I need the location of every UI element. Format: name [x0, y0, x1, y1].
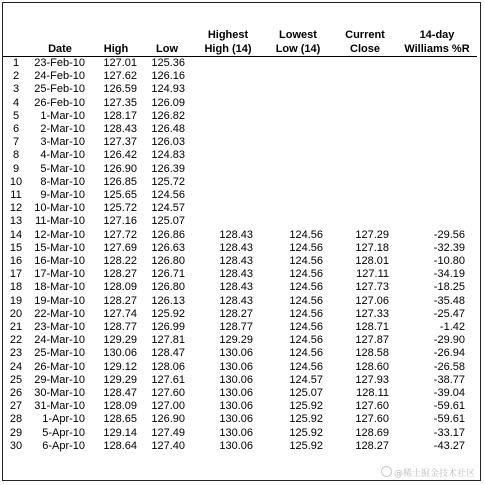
- cell-lowest-low: 125.92: [289, 426, 323, 439]
- table-row: [3, 440, 477, 453]
- cell-lowest-low: 124.56: [289, 281, 323, 294]
- cell-williams-r: -34.19: [433, 268, 465, 281]
- cell-williams-r: -38.77: [433, 373, 465, 386]
- cell-current-close: [333, 176, 397, 189]
- cell-index: 18: [9, 281, 23, 294]
- header-index: [3, 26, 29, 56]
- cell-date: 22-Mar-10: [34, 307, 85, 320]
- header-current-close-line1: Current: [345, 29, 385, 41]
- cell-highest-high: 130.06: [219, 413, 253, 426]
- cell-high: 127.62: [103, 70, 137, 83]
- cell-date: 29-Mar-10: [34, 373, 85, 386]
- cell-lowest-low: [263, 189, 333, 202]
- watermark-text: @稀土掘金技术社区: [393, 469, 475, 479]
- cell-index: 21: [9, 321, 23, 334]
- cell-current-close: 127.18: [355, 241, 389, 254]
- header-current-close: [333, 26, 397, 56]
- cell-lowest-low: 124.56: [289, 347, 323, 360]
- cell-lowest-low: 124.56: [289, 255, 323, 268]
- cell-highest-high: [193, 70, 263, 83]
- cell-highest-high: [193, 57, 263, 71]
- cell-index: 20: [9, 307, 23, 320]
- cell-date: 25-Feb-10: [34, 83, 85, 96]
- cell-lowest-low: 125.92: [289, 400, 323, 413]
- cell-high: 126.42: [103, 149, 137, 162]
- cell-low: 124.56: [151, 189, 185, 202]
- table-row: [3, 347, 477, 360]
- cell-date: 2-Mar-10: [40, 123, 85, 136]
- cell-date: 16-Mar-10: [34, 255, 85, 268]
- table-body: [3, 57, 477, 454]
- cell-index: 8: [12, 149, 20, 162]
- cell-current-close: 128.71: [355, 321, 389, 334]
- cell-highest-high: 130.06: [219, 426, 253, 439]
- cell-high: 130.06: [103, 347, 137, 360]
- table-row: [3, 281, 477, 294]
- header-williams-r-line1: 14-day: [419, 29, 455, 41]
- cell-current-close: 127.33: [355, 307, 389, 320]
- cell-lowest-low: 125.07: [289, 387, 323, 400]
- cell-lowest-low: 124.56: [289, 268, 323, 281]
- cell-low: 124.93: [151, 83, 185, 96]
- cell-date: 15-Mar-10: [34, 241, 85, 254]
- table-row: [3, 202, 477, 215]
- cell-index: 19: [9, 294, 23, 307]
- cell-date: 6-Apr-10: [42, 439, 85, 452]
- cell-highest-high: [193, 123, 263, 136]
- cell-williams-r: [397, 97, 477, 110]
- cell-date: 26-Feb-10: [34, 96, 85, 109]
- cell-williams-r: [397, 202, 477, 215]
- cell-highest-high: [193, 136, 263, 149]
- table-row: [3, 163, 477, 176]
- cell-highest-high: 130.06: [219, 439, 253, 452]
- cell-williams-r: [397, 163, 477, 176]
- cell-date: 17-Mar-10: [34, 268, 85, 281]
- cell-current-close: 127.73: [355, 281, 389, 294]
- cell-low: 126.03: [151, 136, 185, 149]
- cell-current-close: 128.58: [355, 347, 389, 360]
- cell-current-close: [333, 83, 397, 96]
- table-row: [3, 176, 477, 189]
- cell-low: 127.00: [151, 400, 185, 413]
- watermark-logo-icon: [381, 466, 392, 477]
- table-row: [3, 229, 477, 242]
- cell-highest-high: 128.43: [219, 228, 253, 241]
- cell-high: 128.22: [103, 255, 137, 268]
- cell-high: 127.74: [103, 307, 137, 320]
- cell-low: 126.80: [151, 255, 185, 268]
- cell-low: 126.09: [151, 96, 185, 109]
- cell-date: 1-Apr-10: [42, 413, 85, 426]
- cell-high: 129.14: [103, 426, 137, 439]
- cell-williams-r: -26.58: [433, 360, 465, 373]
- table-row: [3, 123, 477, 136]
- header-date: Date: [48, 43, 72, 55]
- table-row: [3, 57, 477, 71]
- cell-williams-r: [397, 123, 477, 136]
- cell-high: 127.37: [103, 136, 137, 149]
- cell-current-close: 128.11: [356, 387, 389, 400]
- cell-current-close: 128.27: [355, 439, 389, 452]
- cell-date: 11-Mar-10: [35, 215, 85, 228]
- cell-date: 12-Mar-10: [34, 228, 85, 241]
- cell-highest-high: 130.06: [219, 347, 253, 360]
- cell-low: 127.61: [151, 373, 185, 386]
- cell-index: 27: [9, 400, 23, 413]
- cell-current-close: 127.29: [355, 228, 389, 241]
- cell-index: 17: [9, 268, 23, 281]
- cell-date: 25-Mar-10: [34, 347, 85, 360]
- cell-current-close: 128.69: [355, 426, 389, 439]
- cell-high: 128.65: [103, 413, 137, 426]
- cell-index: 26: [9, 387, 23, 400]
- cell-index: 12: [9, 202, 23, 215]
- cell-high: 127.16: [103, 215, 137, 228]
- cell-highest-high: [193, 110, 263, 123]
- header-highest-high-line2: High (14): [204, 43, 252, 55]
- cell-date: 1-Mar-10: [40, 109, 85, 122]
- cell-low: 127.81: [151, 334, 185, 347]
- cell-williams-r: [397, 110, 477, 123]
- cell-highest-high: 130.06: [219, 387, 253, 400]
- cell-highest-high: [193, 83, 263, 96]
- table-row: [3, 308, 477, 321]
- cell-low: 126.80: [151, 281, 185, 294]
- table-row: [3, 149, 477, 162]
- cell-highest-high: [193, 215, 263, 228]
- cell-index: 25: [9, 373, 23, 386]
- header-lowest-low: [263, 26, 333, 56]
- cell-current-close: [333, 149, 397, 162]
- cell-lowest-low: 124.56: [289, 228, 323, 241]
- table-header-row: [3, 26, 477, 56]
- cell-highest-high: [193, 163, 263, 176]
- cell-low: 127.40: [151, 439, 185, 452]
- cell-low: 124.57: [151, 202, 185, 215]
- cell-current-close: 127.87: [355, 334, 389, 347]
- cell-high: 128.77: [103, 321, 137, 334]
- cell-index: 30: [9, 439, 23, 452]
- cell-highest-high: [193, 149, 263, 162]
- cell-index: 24: [9, 360, 23, 373]
- table-row: [3, 361, 477, 374]
- cell-index: 1: [12, 57, 20, 69]
- cell-date: 10-Mar-10: [34, 202, 85, 215]
- cell-index: 29: [9, 426, 23, 439]
- header-williams-r: [397, 26, 477, 56]
- header-low: Low: [156, 43, 178, 55]
- cell-highest-high: [193, 189, 263, 202]
- header-highest-high: [193, 26, 263, 56]
- header-current-close-line2: Close: [350, 43, 380, 55]
- cell-high: 128.09: [103, 281, 137, 294]
- cell-current-close: [333, 163, 397, 176]
- cell-index: 6: [12, 123, 20, 136]
- cell-lowest-low: [263, 215, 333, 228]
- table-row: [3, 189, 477, 202]
- cell-highest-high: 128.43: [219, 241, 253, 254]
- cell-index: 5: [12, 109, 20, 122]
- cell-low: 127.49: [151, 426, 185, 439]
- cell-date: 18-Mar-10: [34, 281, 85, 294]
- cell-high: 129.29: [103, 373, 137, 386]
- cell-highest-high: [193, 202, 263, 215]
- cell-date: 8-Mar-10: [40, 175, 85, 188]
- cell-highest-high: 128.43: [219, 294, 253, 307]
- cell-current-close: 127.06: [355, 294, 389, 307]
- cell-williams-r: -29.56: [433, 228, 465, 241]
- cell-index: 4: [12, 96, 20, 109]
- cell-current-close: 127.11: [356, 268, 389, 281]
- cell-highest-high: 128.43: [219, 281, 253, 294]
- cell-high: 128.64: [103, 439, 137, 452]
- header-highest-high-line1: Highest: [207, 29, 249, 41]
- cell-low: 127.60: [151, 387, 185, 400]
- watermark: [381, 466, 475, 479]
- cell-current-close: 127.60: [355, 413, 389, 426]
- table-row: [3, 413, 477, 426]
- cell-current-close: [333, 123, 397, 136]
- cell-index: 10: [9, 175, 23, 188]
- cell-date: 30-Mar-10: [34, 387, 85, 400]
- table-row: [3, 70, 477, 83]
- cell-date: 24-Mar-10: [34, 334, 85, 347]
- cell-williams-r: [397, 215, 477, 228]
- table-row: [3, 242, 477, 255]
- cell-date: 4-Mar-10: [40, 149, 85, 162]
- cell-low: 125.36: [151, 57, 185, 69]
- cell-lowest-low: 124.56: [289, 321, 323, 334]
- cell-williams-r: -1.42: [439, 321, 465, 334]
- cell-lowest-low: 125.92: [289, 413, 323, 426]
- cell-lowest-low: 124.56: [289, 241, 323, 254]
- cell-current-close: [333, 136, 397, 149]
- cell-high: 125.65: [103, 189, 137, 202]
- cell-williams-r: -26.94: [433, 347, 465, 360]
- table-row: [3, 215, 477, 228]
- cell-current-close: [333, 70, 397, 83]
- cell-low: 126.48: [151, 123, 185, 136]
- cell-williams-r: -59.61: [433, 413, 465, 426]
- williams-r-table: [3, 26, 477, 453]
- cell-highest-high: [193, 176, 263, 189]
- cell-highest-high: [193, 97, 263, 110]
- cell-index: 7: [12, 136, 20, 149]
- cell-low: 126.63: [151, 241, 185, 254]
- cell-current-close: 128.01: [355, 255, 389, 268]
- cell-date: 26-Mar-10: [34, 360, 85, 373]
- cell-current-close: 128.60: [355, 360, 389, 373]
- cell-highest-high: 128.43: [219, 268, 253, 281]
- cell-lowest-low: 124.57: [289, 373, 323, 386]
- cell-current-close: [333, 110, 397, 123]
- header-lowest-low-line2: Low (14): [275, 43, 321, 55]
- cell-lowest-low: [263, 149, 333, 162]
- cell-low: 128.47: [151, 347, 185, 360]
- cell-high: 129.29: [103, 334, 137, 347]
- table-row: [3, 110, 477, 123]
- cell-high: 128.27: [103, 294, 137, 307]
- table-row: [3, 136, 477, 149]
- cell-williams-r: -10.80: [433, 255, 465, 268]
- cell-highest-high: 130.06: [219, 400, 253, 413]
- cell-low: 126.16: [151, 70, 185, 83]
- cell-high: 128.27: [103, 268, 137, 281]
- cell-index: 13: [9, 215, 23, 228]
- cell-low: 125.72: [151, 175, 185, 188]
- table-row: [3, 255, 477, 268]
- cell-low: 126.71: [151, 268, 185, 281]
- cell-low: 126.86: [151, 228, 185, 241]
- cell-lowest-low: 125.92: [289, 439, 323, 452]
- cell-date: 5-Apr-10: [42, 426, 85, 439]
- cell-low: 125.92: [151, 307, 185, 320]
- cell-highest-high: 128.43: [219, 255, 253, 268]
- cell-date: 9-Mar-10: [40, 189, 85, 202]
- cell-high: 125.72: [103, 202, 137, 215]
- cell-williams-r: [397, 57, 477, 71]
- table-row: [3, 321, 477, 334]
- cell-low: 126.13: [151, 294, 185, 307]
- cell-current-close: [333, 202, 397, 215]
- cell-highest-high: 128.77: [219, 321, 253, 334]
- cell-current-close: 127.93: [355, 373, 389, 386]
- cell-date: 5-Mar-10: [40, 162, 85, 175]
- cell-highest-high: 130.06: [219, 360, 253, 373]
- cell-current-close: [333, 57, 397, 71]
- cell-lowest-low: [263, 176, 333, 189]
- cell-high: 128.09: [103, 400, 137, 413]
- cell-williams-r: [397, 176, 477, 189]
- cell-williams-r: [397, 70, 477, 83]
- cell-lowest-low: 124.56: [289, 294, 323, 307]
- table-row: [3, 334, 477, 347]
- table-row: [3, 83, 477, 96]
- cell-williams-r: -43.27: [433, 439, 465, 452]
- cell-lowest-low: [263, 123, 333, 136]
- cell-williams-r: -29.90: [433, 334, 465, 347]
- cell-low: 126.39: [151, 162, 185, 175]
- cell-highest-high: 130.06: [219, 373, 253, 386]
- cell-williams-r: -32.39: [433, 241, 465, 254]
- cell-high: 128.17: [103, 109, 137, 122]
- cell-current-close: 127.60: [355, 400, 389, 413]
- cell-current-close: [333, 97, 397, 110]
- cell-date: 19-Mar-10: [34, 294, 85, 307]
- cell-highest-high: 129.29: [219, 334, 253, 347]
- cell-williams-r: -18.25: [433, 281, 465, 294]
- cell-williams-r: -35.48: [433, 294, 465, 307]
- cell-lowest-low: 124.56: [289, 360, 323, 373]
- cell-index: 15: [9, 241, 23, 254]
- cell-index: 3: [12, 83, 20, 96]
- table-row: [3, 295, 477, 308]
- cell-current-close: [333, 189, 397, 202]
- table-row: [3, 427, 477, 440]
- cell-lowest-low: [263, 97, 333, 110]
- header-williams-r-line2: Williams %R: [404, 43, 470, 55]
- cell-date: 24-Feb-10: [34, 70, 85, 83]
- cell-lowest-low: [263, 57, 333, 71]
- cell-high: 126.59: [103, 83, 137, 96]
- cell-low: 128.06: [151, 360, 185, 373]
- table-row: [3, 387, 477, 400]
- header-high: High: [103, 43, 129, 55]
- table-row: [3, 97, 477, 110]
- cell-low: 125.07: [151, 215, 185, 228]
- cell-williams-r: -33.17: [433, 426, 465, 439]
- cell-high: 128.43: [103, 123, 137, 136]
- cell-index: 14: [9, 228, 23, 241]
- cell-lowest-low: [263, 70, 333, 83]
- cell-low: 126.90: [151, 413, 185, 426]
- cell-high: 127.72: [103, 228, 137, 241]
- cell-lowest-low: [263, 110, 333, 123]
- cell-williams-r: [397, 136, 477, 149]
- cell-index: 2: [12, 70, 20, 83]
- cell-date: 23-Mar-10: [34, 321, 85, 334]
- cell-high: 127.35: [103, 96, 137, 109]
- cell-index: 28: [9, 413, 23, 426]
- cell-index: 9: [12, 162, 20, 175]
- cell-highest-high: 128.27: [219, 307, 253, 320]
- cell-lowest-low: 124.56: [289, 307, 323, 320]
- cell-date: 23-Feb-10: [34, 57, 85, 69]
- cell-low: 124.83: [151, 149, 185, 162]
- cell-williams-r: [397, 149, 477, 162]
- cell-lowest-low: [263, 136, 333, 149]
- cell-index: 11: [10, 189, 22, 202]
- cell-date: 3-Mar-10: [40, 136, 85, 149]
- cell-williams-r: -59.61: [433, 400, 465, 413]
- table-row: [3, 268, 477, 281]
- cell-index: 16: [9, 255, 23, 268]
- cell-index: 22: [9, 334, 23, 347]
- cell-high: 127.69: [103, 241, 137, 254]
- cell-high: 128.47: [103, 387, 137, 400]
- cell-high: 126.85: [103, 175, 137, 188]
- cell-high: 126.90: [103, 162, 137, 175]
- header-lowest-low-line1: Lowest: [279, 29, 317, 41]
- cell-lowest-low: [263, 202, 333, 215]
- cell-date: 31-Mar-10: [34, 400, 85, 413]
- cell-lowest-low: [263, 83, 333, 96]
- cell-williams-r: -39.04: [433, 387, 465, 400]
- cell-low: 126.82: [151, 109, 185, 122]
- cell-index: 23: [9, 347, 23, 360]
- cell-williams-r: -25.47: [433, 307, 465, 320]
- cell-current-close: [333, 215, 397, 228]
- cell-lowest-low: 124.56: [289, 334, 323, 347]
- cell-lowest-low: [263, 163, 333, 176]
- cell-high: 129.12: [103, 360, 137, 373]
- table-row: [3, 400, 477, 413]
- table-row: [3, 374, 477, 387]
- cell-low: 126.99: [151, 321, 185, 334]
- cell-high: 127.01: [103, 57, 137, 69]
- cell-williams-r: [397, 189, 477, 202]
- cell-williams-r: [397, 83, 477, 96]
